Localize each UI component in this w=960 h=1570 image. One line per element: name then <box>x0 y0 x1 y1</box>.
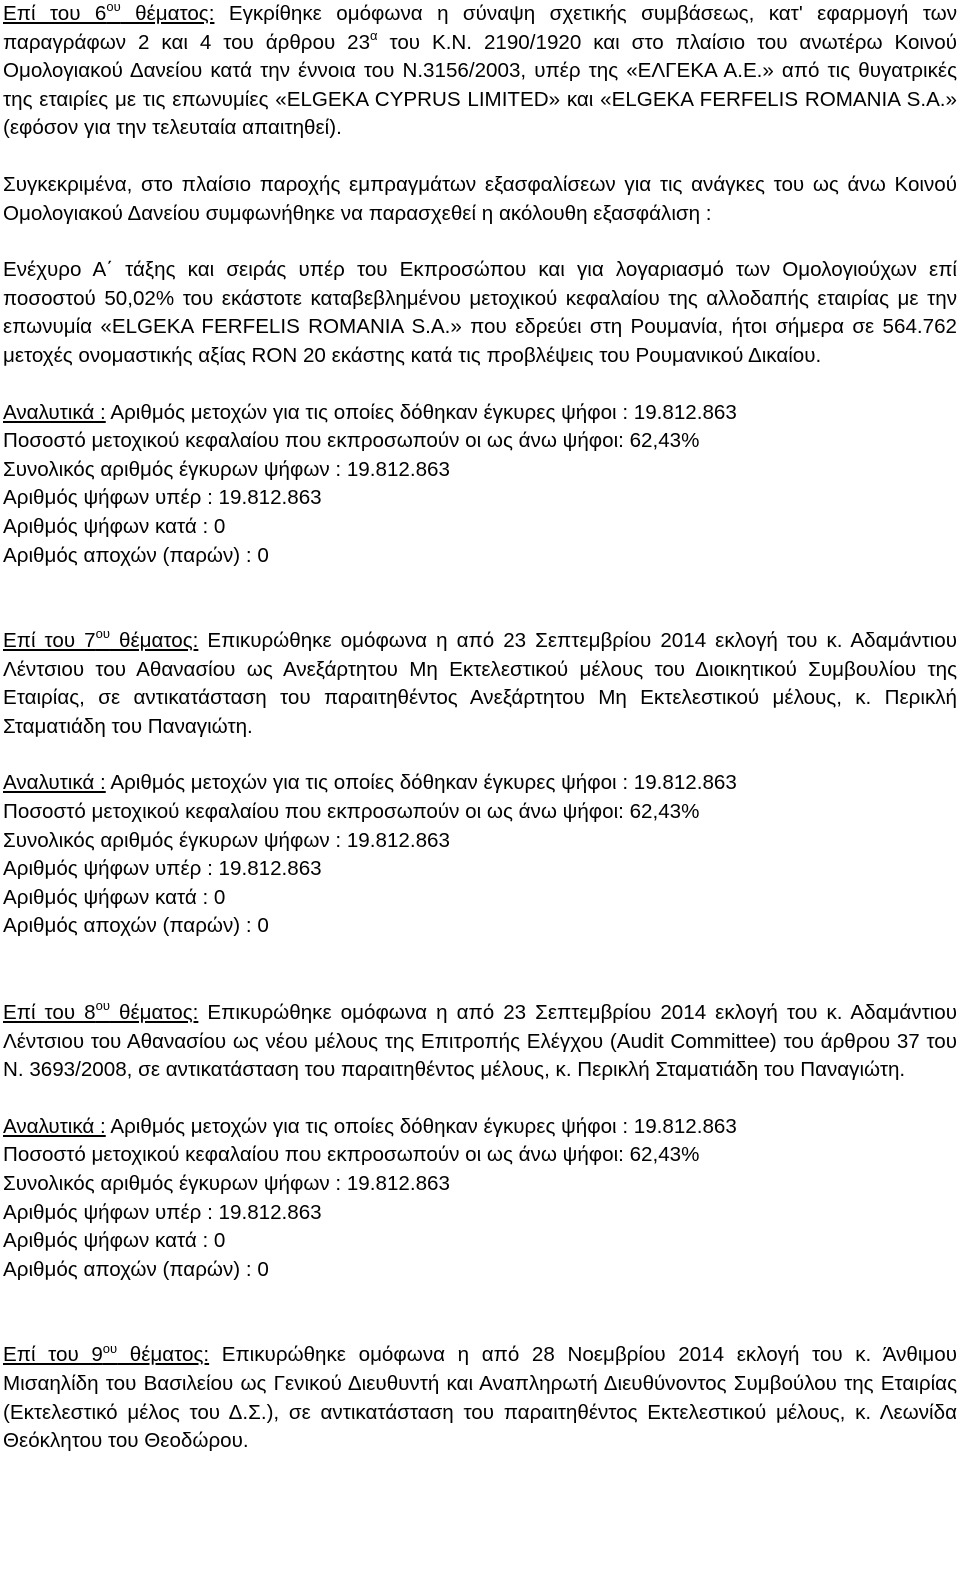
vote-line-total-valid: Συνολικός αριθμός έγκυρων ψήφων : 19.812.863 <box>3 828 450 852</box>
item-6-text-b: του Κ.Ν. 2190/1920 και στο πλαίσιο του ανωτέρω Κοινού Ομολογιακού Δανείου κατά την έννοια του Ν.3156/2003, υπέρ της «ΕΛΓΕΚΑ Α.Ε.» από τις θυγατρικές της εταιρίες με τις επωνυμίες «ELGEKA CYPRUS LIMITED» και «ELGEKA FERFELIS ROMANIA S.A.» (εφόσον για την τελευταία απαιτηθεί). <box>3 30 957 140</box>
item-7-paragraph <box>3 627 957 741</box>
item-6-label <box>3 2 214 25</box>
item-7-label <box>3 626 199 653</box>
item-6-text-sup: α <box>370 27 378 43</box>
item-6-label-sup: ου <box>106 0 121 15</box>
item-9-label-sup: ου <box>102 1340 118 1356</box>
vote-line-valid-shares <box>3 1113 957 1142</box>
vote-line-abstentions: Αριθμός αποχών (παρών) : 0 <box>3 1257 269 1281</box>
vote-analysis-label: Αναλυτικά : <box>3 771 106 795</box>
vote-line-percentage: Ποσοστό μετοχικού κεφαλαίου που εκπροσωπούν οι ως άνω ψήφοι: 62,43% <box>3 429 700 453</box>
vote-line-abstentions: Αριθμός αποχών (παρών) : 0 <box>3 914 269 938</box>
vote-line-against: Αριθμός ψήφων κατά : 0 <box>3 885 226 909</box>
vote-line-percentage: Ποσοστό μετοχικού κεφαλαίου που εκπροσωπούν οι ως άνω ψήφοι: 62,43% <box>3 1143 700 1167</box>
item-9-label <box>3 1340 210 1367</box>
vote-analysis-label: Αναλυτικά : <box>3 400 106 424</box>
item-8-paragraph <box>3 999 957 1085</box>
item-9-label-tail: θέματος: <box>117 1343 210 1367</box>
item-7-vote-results <box>3 769 957 941</box>
item-6-label-tail: θέματος: <box>120 2 215 25</box>
vote-line-total-valid: Συνολικός αριθμός έγκυρων ψήφων : 19.812.863 <box>3 1172 450 1195</box>
vote-line-against: Αριθμός ψήφων κατά : 0 <box>3 514 226 538</box>
item-8-label-prefix: Επί του 8 <box>3 1001 96 1025</box>
item-8-text: Επικυρώθηκε ομόφωνα η από 23 Σεπτεμβρίου 2014 εκλογή του κ. Αδαμάντιου Λέντσιου του Αθανασίου ως νέου μέλους της Επιτροπής Ελέγχου (Audit Committee) του άρθρου 37 του Ν. 3693/2008, σε αντικατάσταση του παραιτηθέντος μέλους, κ. Περικλή Σταματιάδη του Παναγιώτη. <box>3 1001 957 1082</box>
vote-valid-shares-text: Αριθμός μετοχών για τις οποίες δόθηκαν έγκυρες ψήφοι : 19.812.863 <box>105 771 737 795</box>
vote-line-total-valid: Συνολικός αριθμός έγκυρων ψήφων : 19.812.863 <box>3 457 450 481</box>
item-9-text: Επικυρώθηκε ομόφωνα η από 28 Νοεμβρίου 2014 εκλογή του κ. Άνθιμου Μισαηλίδη του Βασιλείου ως Γενικού Διευθυντή και Αναπληρωτή Διευθύνοντος Συμβούλου της Εταιρίας (Εκτελεστικό μέλος του Δ.Σ.), σε αντικατάσταση του παραιτηθέντος Εκτελεστικού μέλους, κ. Λεωνίδα Θεόκλητου του Θεοδώρου. <box>3 1343 957 1453</box>
item-7-label-sup: ου <box>95 626 110 642</box>
item-9-label-prefix: Επί του 9 <box>3 1343 103 1367</box>
item-6-pledge-paragraph: Ενέχυρο Α΄ τάξης και σειράς υπέρ του Εκπροσώπου και για λογαριασμό των Ομολογιούχων επί ποσοστού 50,02% του εκάστοτε καταβεβλημένου μετοχικού κεφαλαίου της αλλοδαπής εταιρίας με την επωνυμία «ELGEKA FERFELIS ROMANIA S.A.» που εδρεύει στη Ρουμανία, ήτοι σήμερα σε 564.762 μετοχές ονομαστικής αξίας RON 20 εκάστης κατά τις προβλέψεις του Ρουμανικού Δικαίου. <box>3 258 957 367</box>
item-6-text-a: Εγκρίθηκε ομόφωνα η σύναψη σχετικής συμβάσεως, κατ' εφαρμογή των παραγράφων 2 και 4 του άρθρου 23 <box>3 2 958 54</box>
item-7-label-prefix: Επί του 7 <box>3 629 96 653</box>
item-6-label-prefix: Επί του 6 <box>3 2 107 25</box>
vote-line-valid-shares <box>3 769 957 798</box>
item-6-vote-results <box>3 399 957 571</box>
vote-line-against: Αριθμός ψήφων κατά : 0 <box>3 1229 226 1253</box>
vote-analysis-label: Αναλυτικά : <box>3 1114 106 1138</box>
item-8-label-sup: ου <box>95 998 110 1014</box>
item-8-label <box>3 998 199 1025</box>
item-7-label-tail: θέματος: <box>109 629 199 653</box>
item-8-vote-results <box>3 1113 957 1285</box>
item-7-text: Επικυρώθηκε ομόφωνα η από 23 Σεπτεμβρίου 2014 εκλογή του κ. Αδαμάντιου Λέντσιου του Αθανασίου ως Ανεξάρτητου Μη Εκτελεστικού μέλους του Διοικητικού Συμβουλίου της Εταιρίας, σε αντικατάσταση του παραιτηθέντος Ανεξάρτητου Μη Εκτελεστικού μέλους, κ. Περικλή Σταματιάδη του Παναγιώτη. <box>3 629 957 738</box>
item-8-label-tail: θέματος: <box>109 1001 199 1025</box>
vote-valid-shares-text: Αριθμός μετοχών για τις οποίες δόθηκαν έγκυρες ψήφοι : 19.812.863 <box>105 400 737 424</box>
vote-line-valid-shares <box>3 399 957 428</box>
vote-line-for: Αριθμός ψήφων υπέρ : 19.812.863 <box>3 486 322 510</box>
vote-line-for: Αριθμός ψήφων υπέρ : 19.812.863 <box>3 857 322 881</box>
vote-valid-shares-text: Αριθμός μετοχών για τις οποίες δόθηκαν έγκυρες ψήφοι : 19.812.863 <box>105 1114 737 1138</box>
vote-line-for: Αριθμός ψήφων υπέρ : 19.812.863 <box>3 1200 322 1224</box>
item-9-paragraph <box>3 1341 957 1455</box>
document-page <box>3 0 957 1456</box>
item-6-details-paragraph: Συγκεκριμένα, στο πλαίσιο παροχής εμπραγμάτων εξασφαλίσεων για τις ανάγκες του ως άνω Κοινού Ομολογιακού Δανείου συμφωνήθηκε να παρασχεθεί η ακόλουθη εξασφάλιση : <box>3 172 957 225</box>
vote-line-percentage: Ποσοστό μετοχικού κεφαλαίου που εκπροσωπούν οι ως άνω ψήφοι: 62,43% <box>3 800 700 824</box>
item-6-paragraph <box>3 0 957 143</box>
vote-line-abstentions: Αριθμός αποχών (παρών) : 0 <box>3 543 269 567</box>
